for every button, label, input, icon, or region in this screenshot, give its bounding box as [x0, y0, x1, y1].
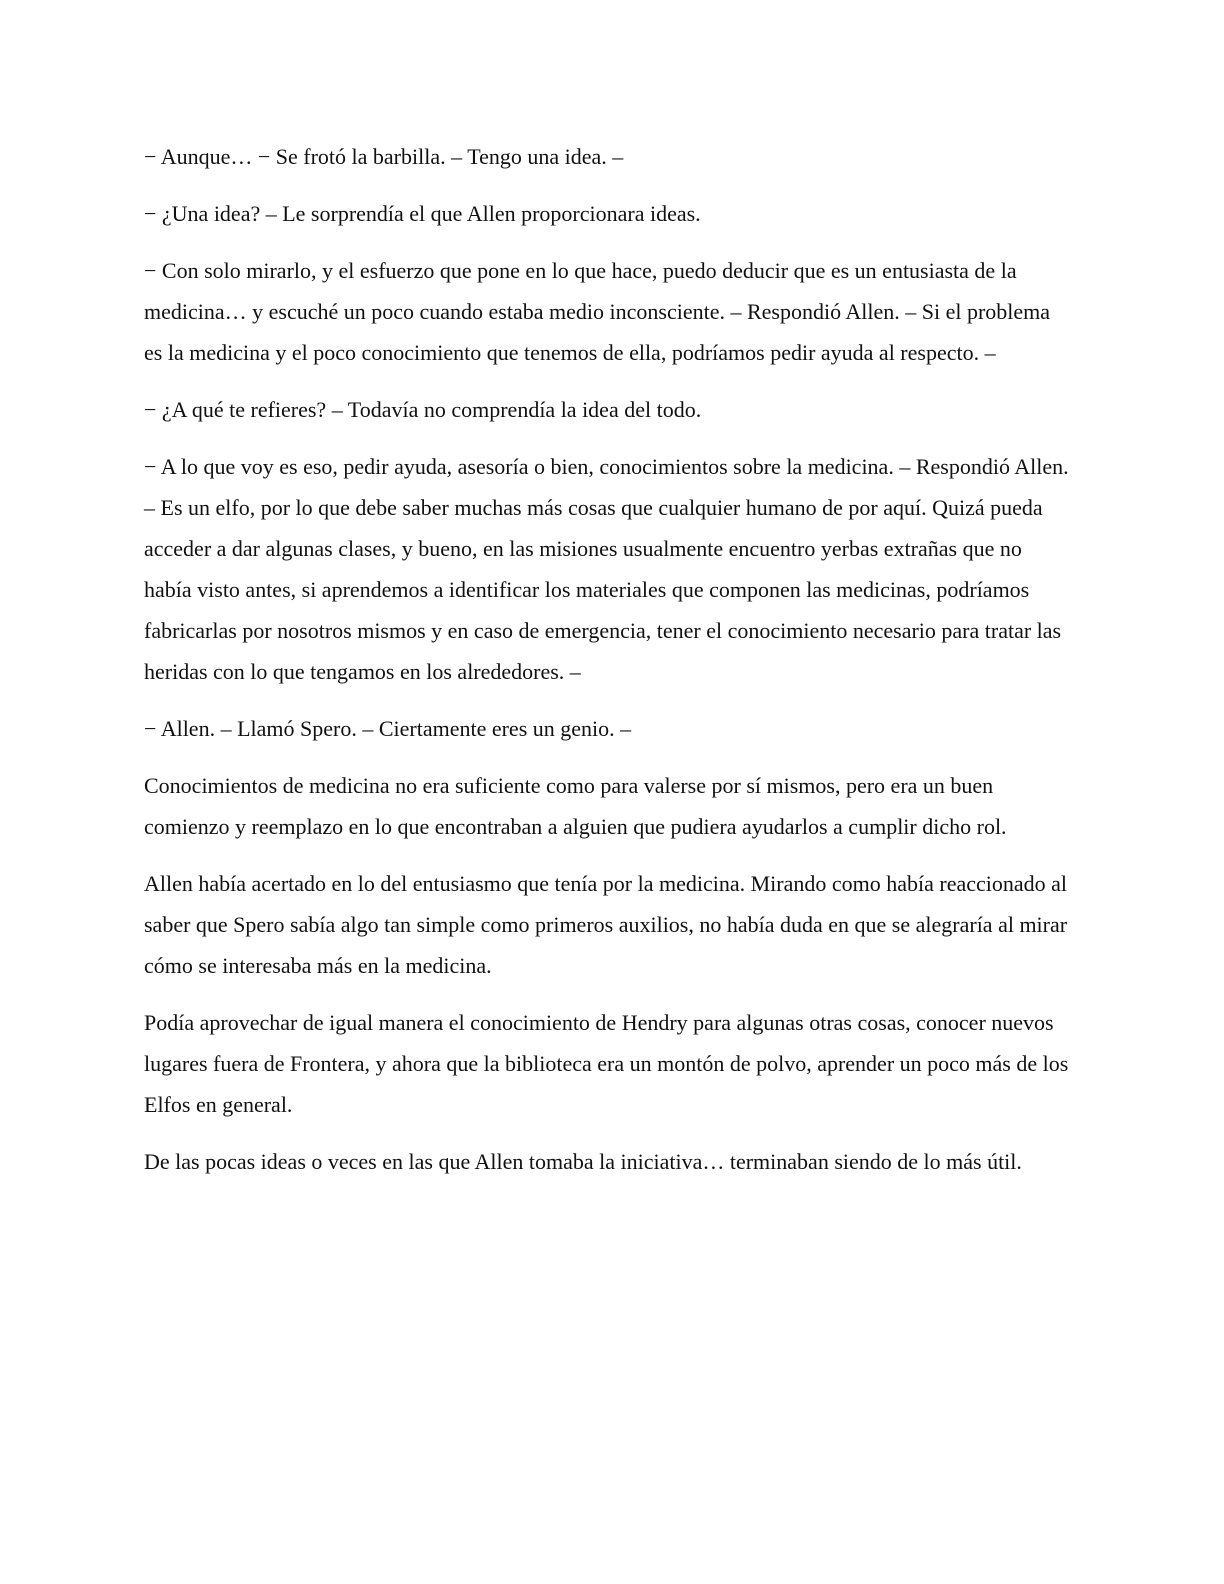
- paragraph: − Aunque… − Se frotó la barbilla. – Tengo una idea. –: [144, 144, 624, 169]
- paragraph: − Allen. – Llamó Spero. – Ciertamente eres un genio. –: [144, 716, 632, 741]
- paragraph: Conocimientos de medicina no era suficiente como para valerse por sí mismos, pero era un buen comienzo y reemplazo en lo que encontraban a alguien que pudiera ayudarlos a cumplir dicho rol.: [144, 773, 1007, 839]
- paragraph: Podía aprovechar de igual manera el conocimiento de Hendry para algunas otras cosas, conocer nuevos lugares fuera de Frontera, y ahora que la biblioteca era un montón de polvo, aprender un poco más de los Elfos en general.: [144, 1010, 1069, 1117]
- paragraph: − A lo que voy es eso, pedir ayuda, asesoría o bien, conocimientos sobre la medicina. – Respondió Allen. – Es un elfo, por lo que debe saber muchas más cosas que cualquier humano de por aquí. Quizá pueda acceder a dar algunas clases, y bueno, en las misiones usualmente encuentro yerbas extrañas que no había visto antes, si aprendemos a identificar los materiales que componen las medicinas, podríamos fabricarlas por nosotros mismos y en caso de emergencia, tener el conocimiento necesario para tratar las heridas con lo que tengamos en los alrededores. –: [144, 454, 1069, 684]
- paragraph: Allen había acertado en lo del entusiasmo que tenía por la medicina. Mirando como había reaccionado al saber que Spero sabía algo tan simple como primeros auxilios, no había duda en que se alegraría al mirar cómo se interesaba más en la medicina.: [144, 871, 1068, 978]
- paragraph: De las pocas ideas o veces en las que Allen tomaba la iniciativa… terminaban siendo de lo más útil.: [144, 1149, 1022, 1174]
- document-body: [144, 136, 1072, 1198]
- paragraph: − ¿Una idea? – Le sorprendía el que Allen proporcionara ideas.: [144, 201, 701, 226]
- paragraph: − ¿A qué te refieres? – Todavía no comprendía la idea del todo.: [144, 397, 702, 422]
- paragraph: − Con solo mirarlo, y el esfuerzo que pone en lo que hace, puedo deducir que es un entusiasta de la medicina… y escuché un poco cuando estaba medio inconsciente. – Respondió Allen. – Si el problema es la medicina y el poco conocimiento que tenemos de ella, podríamos pedir ayuda al respecto. –: [144, 258, 1051, 365]
